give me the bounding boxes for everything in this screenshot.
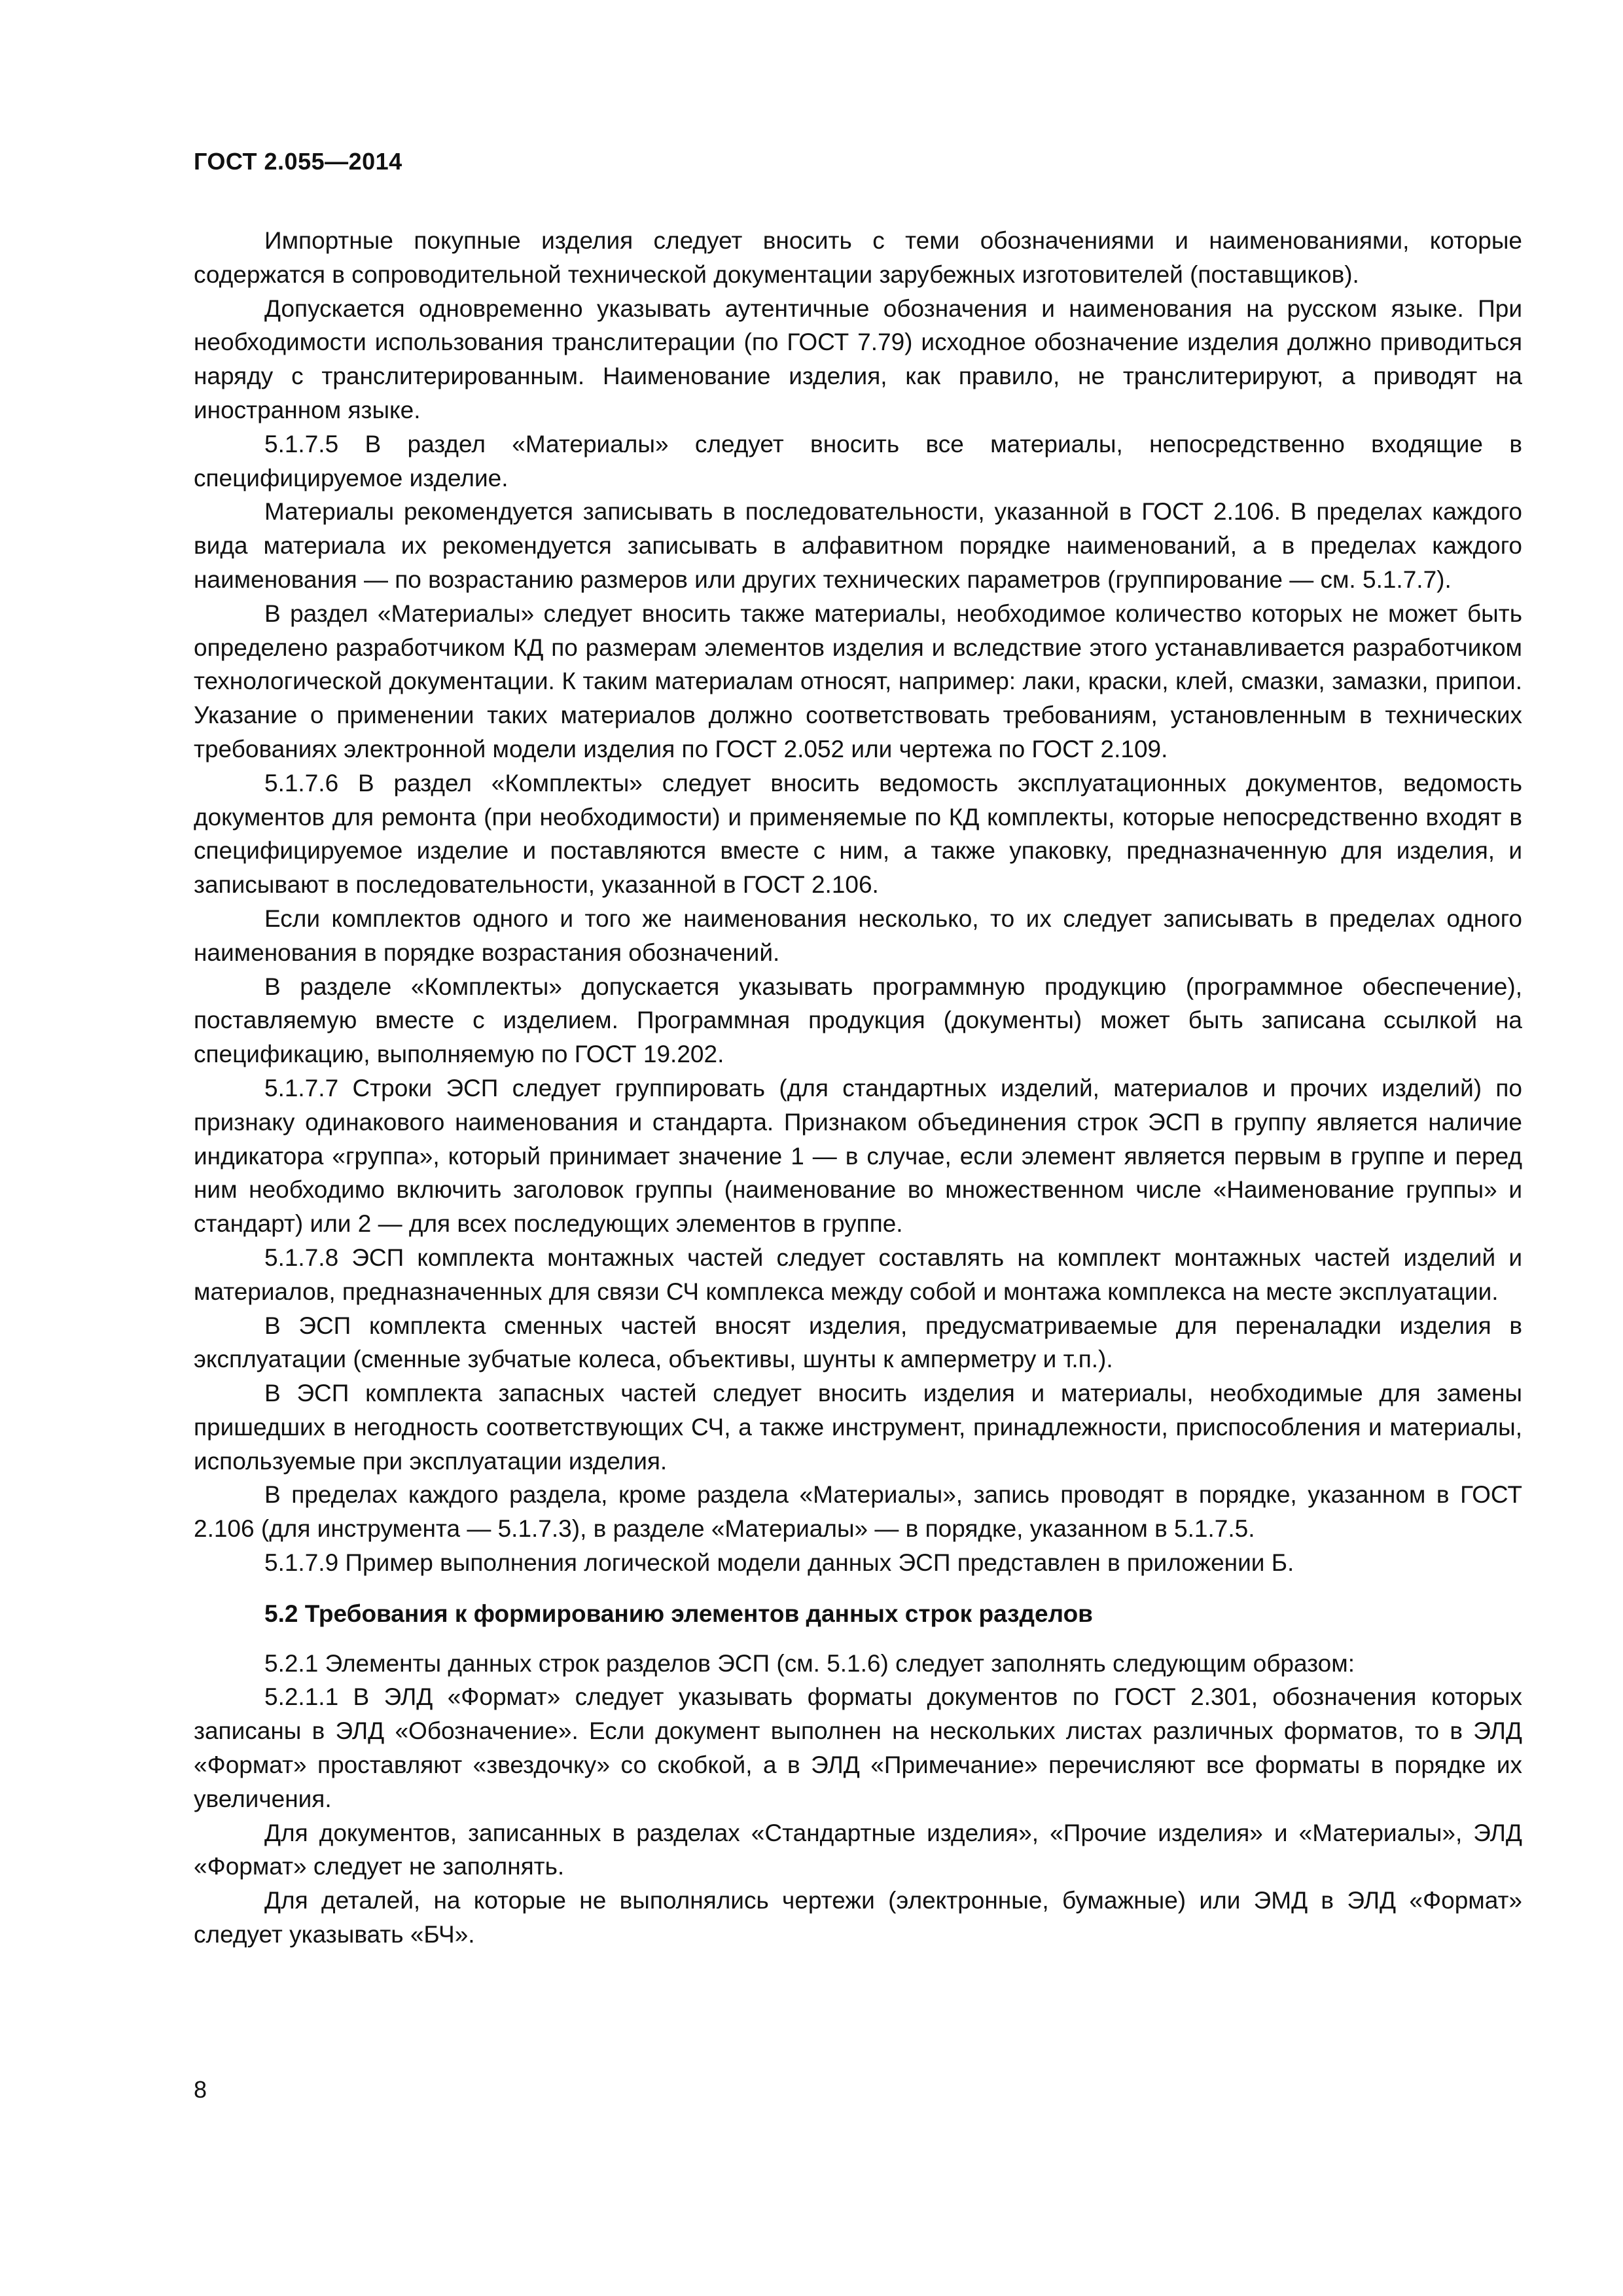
paragraph: В раздел «Материалы» следует вносить также материалы, необходимое количество которых не может быть определено разработчиком КД по размерам элементов изделия и вследствие этого устанавливается разработчиком технологической документации. К таким материалам относят, например: лаки, краски, клей, смазки, замазки, припои. Указание о применении таких материалов должно соответствовать требованиям, установленным в технических требованиях электронной модели изделия по ГОСТ 2.052 или чертежа по ГОСТ 2.109. (194, 600, 1522, 762)
paragraph: В пределах каждого раздела, кроме раздела «Материалы», запись проводят в порядке, указанном в ГОСТ 2.106 (для инструмента — 5.1.7.3), в разделе «Материалы» — в порядке, указанном в 5.1.7.5. (194, 1481, 1522, 1543)
page-number: 8 (194, 2076, 207, 2103)
paragraph: Для документов, записанных в разделах «Стандартные изделия», «Прочие изделия» и «Материалы», ЭЛД «Формат» следует не заполнять. (194, 1819, 1522, 1880)
section-heading: 5.2 Требования к формированию элементов данных строк разделов (264, 1600, 1093, 1627)
paragraph: Материалы рекомендуется записывать в последовательности, указанной в ГОСТ 2.106. В пределах каждого вида материала их рекомендуется записывать в алфавитном порядке наименований, а в пределах каждого наименования — по возрастанию размеров или других технических параметров (группирование — см. 5.1.7.7). (194, 498, 1522, 593)
paragraph: Для деталей, на которые не выполнялись чертежи (электронные, бумажные) или ЭМД в ЭЛД «Формат» следует указывать «БЧ». (194, 1887, 1522, 1948)
paragraph: В ЭСП комплекта запасных частей следует вносить изделия и материалы, необходимые для замены пришедших в негодность соответствующих СЧ, а также инструмент, принадлежности, приспособления и материалы, используемые при эксплуатации изделия. (194, 1380, 1522, 1475)
paragraph: 5.2.1.1 В ЭЛД «Формат» следует указывать форматы документов по ГОСТ 2.301, обозначения которых записаны в ЭЛД «Обозначение». Если документ выполнен на нескольких листах различных форматов, то в ЭЛД «Формат» проставляют «звездочку» со скобкой, а в ЭЛД «Примечание» перечисляют все форматы в порядке их увеличения. (194, 1683, 1522, 1812)
paragraph: 5.1.7.7 Строки ЭСП следует группировать (для стандартных изделий, материалов и прочих изделий) по признаку одинакового наименования и стандарта. Признаком объединения строк ЭСП в группу является наличие индикатора «группа», который принимает значение 1 — в случае, если элемент является первым в группе и перед ним необходимо включить заголовок группы (наименование во множественном числе «Наименование группы» и стандарт) или 2 — для всех последующих элементов в группе. (194, 1074, 1522, 1238)
paragraph: 5.1.7.6 В раздел «Комплекты» следует вносить ведомость эксплуатационных документов, ведомость документов для ремонта (при необходимости) и применяемые по КД комплекты, которые непосредственно входят в специфицируемое изделие и поставляются вместе с ним, а также упаковку, предназначенную для изделия, и записывают в последовательности, указанной в ГОСТ 2.106. (194, 769, 1522, 899)
document-body (194, 224, 1522, 1952)
paragraph: В ЭСП комплекта сменных частей вносят изделия, предусматриваемые для переналадки изделия в эксплуатации (сменные зубчатые колеса, объективы, шунты к амперметру и т.п.). (194, 1312, 1522, 1373)
paragraph: 5.1.7.8 ЭСП комплекта монтажных частей следует составлять на комплект монтажных частей изделий и материалов, предназначенных для связи СЧ комплекса между собой и монтажа комплекса на месте эксплуатации. (194, 1244, 1522, 1305)
paragraph: Допускается одновременно указывать аутентичные обозначения и наименования на русском языке. При необходимости использования транслитерации (по ГОСТ 7.79) исходное обозначение изделия должно приводиться наряду с транслитерированным. Наименование изделия, как правило, не транслитерируют, а приводят на иностранном языке. (194, 295, 1522, 423)
paragraph: В разделе «Комплекты» допускается указывать программную продукцию (программное обеспечение), поставляемую вместе с изделием. Программная продукция (документы) может быть записана ссылкой на спецификацию, выполняемую по ГОСТ 19.202. (194, 973, 1522, 1068)
paragraph: Импортные покупные изделия следует вносить с теми обозначениями и наименованиями, которые содержатся в сопроводительной технической документации зарубежных изготовителей (поставщиков). (194, 227, 1522, 288)
paragraph: 5.2.1 Элементы данных строк разделов ЭСП (см. 5.1.6) следует заполнять следующим образом: (264, 1649, 1355, 1677)
paragraph: 5.1.7.5 В раздел «Материалы» следует вносить все материалы, непосредственно входящие в специфицируемое изделие. (194, 430, 1522, 492)
document-header: ГОСТ 2.055—2014 (194, 148, 402, 175)
paragraph: Если комплектов одного и того же наименования несколько, то их следует записывать в пределах одного наименования в порядке возрастания обозначений. (194, 905, 1522, 966)
paragraph: 5.1.7.9 Пример выполнения логической модели данных ЭСП представлен в приложении Б. (264, 1549, 1294, 1577)
